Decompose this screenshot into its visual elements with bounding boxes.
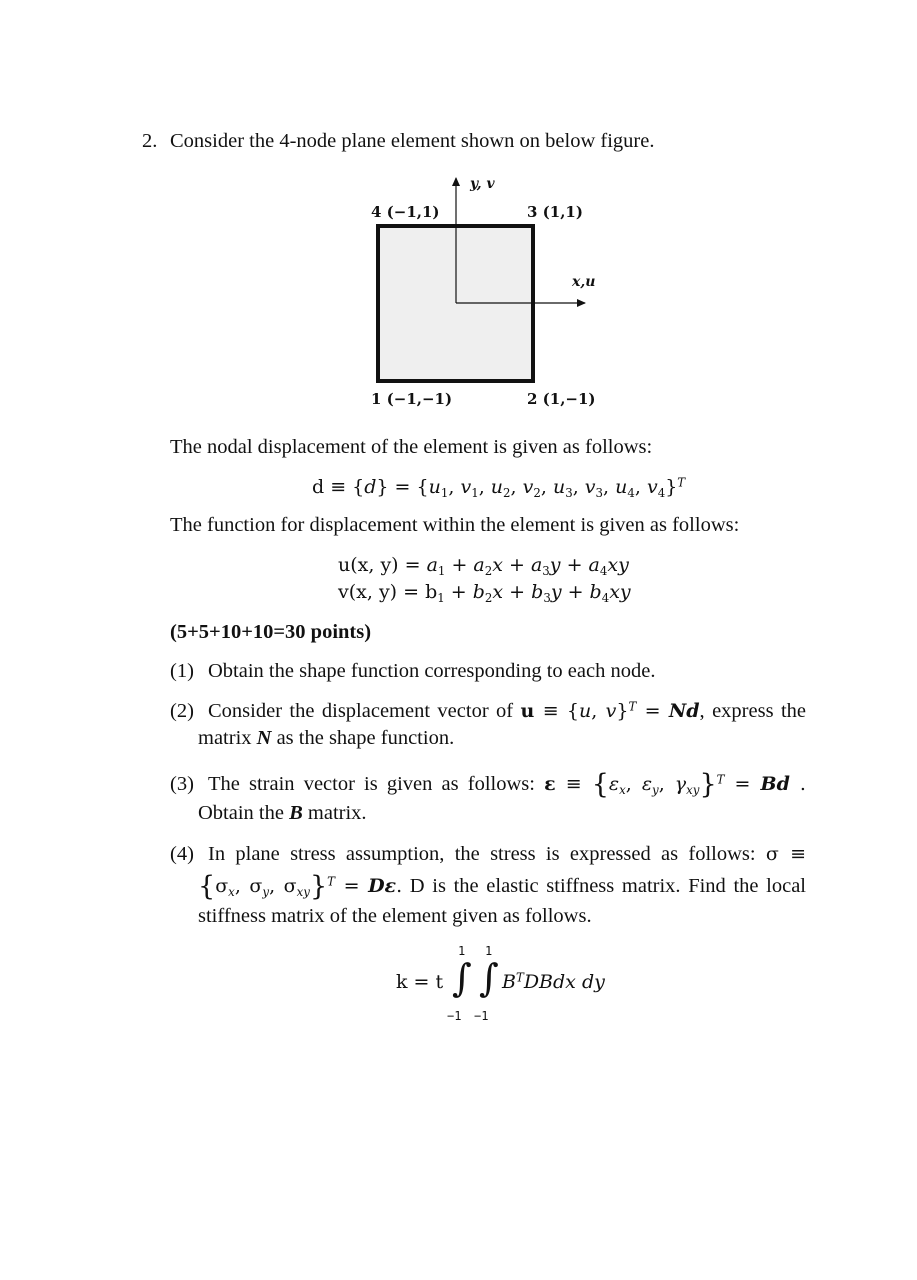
question-intro: Consider the 4-node plane element shown on below figure.: [170, 130, 655, 152]
item-4-number: (4): [170, 843, 194, 865]
item-2-line-2: matrix N as the shape function.: [198, 727, 455, 749]
v-function-equation: v(x, $y) = b_1 + b_2x + b_3y + b_4xy$: [338, 581, 631, 605]
item-2-line2-post: as the shape function.: [276, 727, 455, 749]
element-figure: [350, 170, 620, 420]
item-2-post: , express the: [699, 700, 807, 722]
item-4-line-3: stiffness matrix of the element given as follows.: [198, 905, 592, 927]
item-4-mid: D is the elastic stiffness matrix. Find the local: [409, 875, 806, 897]
item-3-number: (3): [170, 773, 194, 795]
node-1-label: 1 (−1,−1): [371, 390, 453, 408]
item-3-line-1: [208, 769, 806, 800]
item-4-line-2: [198, 871, 806, 902]
outer-integral-lower-limit: −1: [447, 1009, 462, 1023]
item-3-line2-pre: Obtain the: [198, 802, 284, 824]
inner-integral-sign: ∫: [479, 956, 499, 1000]
outer-integral-sign: ∫: [452, 956, 472, 1000]
item-3-line-2: Obtain the B matrix.: [198, 802, 367, 824]
inner-integral-lower-limit: −1: [474, 1009, 489, 1023]
node-2-label: 2 (1,−1): [527, 390, 596, 408]
item-3-pre: The strain vector is given as follows:: [208, 773, 535, 795]
function-intro: The function for displacement within the element is given as follows:: [170, 514, 740, 536]
item-3-line2-post: matrix.: [307, 802, 367, 824]
u-function-equation: u(x, $y) = a_1 + a_2x + a_3y + a_4xy$: [338, 554, 629, 578]
nodal-displacement-intro: The nodal displacement of the element is given as follows:: [170, 436, 653, 458]
item-2-line2-pre: matrix: [198, 727, 252, 749]
stiffness-integrand: $B^TDBdx$ dy: [502, 970, 605, 993]
y-axis-label: y, v: [470, 176, 495, 192]
item-1-text: Obtain the shape function corresponding to each node.: [208, 660, 656, 682]
x-axis-label: x,u: [572, 274, 596, 290]
item-4-stress-equation: {$\sigma_x$, $\sigma_y$, $\sigma_{xy}\}^T = D\varepsilon$.: [198, 871, 403, 902]
stiffness-matrix-equation: [396, 942, 636, 1027]
item-1-number: (1): [170, 660, 194, 682]
stiffness-k-equals-t: k = t: [396, 971, 444, 993]
item-4-pre: In plane stress assumption, the stress is expressed as follows:: [208, 843, 756, 865]
question-number: 2.: [142, 130, 158, 152]
item-2-pre: Consider the displacement vector of: [208, 700, 514, 722]
node-3-label: 3 (1,1): [527, 203, 583, 221]
node-4-label: 4 (−1,1): [371, 203, 440, 221]
inner-integral-upper-limit: 1: [485, 944, 493, 958]
nodal-displacement-equation: $d \equiv \{d\} = \{u_1$, $v_1$, $u_2$, $v_2$, $u_3$, $v_3$, $u_4$, $v_4\}^T$: [312, 475, 686, 500]
item-2-displacement-equation: u ≡ {u, v}$^T$ = Nd: [520, 699, 700, 722]
item-2-number: (2): [170, 700, 194, 722]
outer-integral-upper-limit: 1: [458, 944, 466, 958]
item-4-line-1: In plane stress assumption, the stress is expressed as follows: σ ≡: [208, 843, 806, 865]
points-label: (5+5+10+10=30 points): [170, 621, 372, 643]
item-2-line-1: [208, 700, 806, 723]
item-3-strain-equation: $\varepsilon \equiv \{\varepsilon_x$, $\varepsilon_y$, $\gamma_{xy}\}^T = Bd$ .: [544, 769, 806, 800]
